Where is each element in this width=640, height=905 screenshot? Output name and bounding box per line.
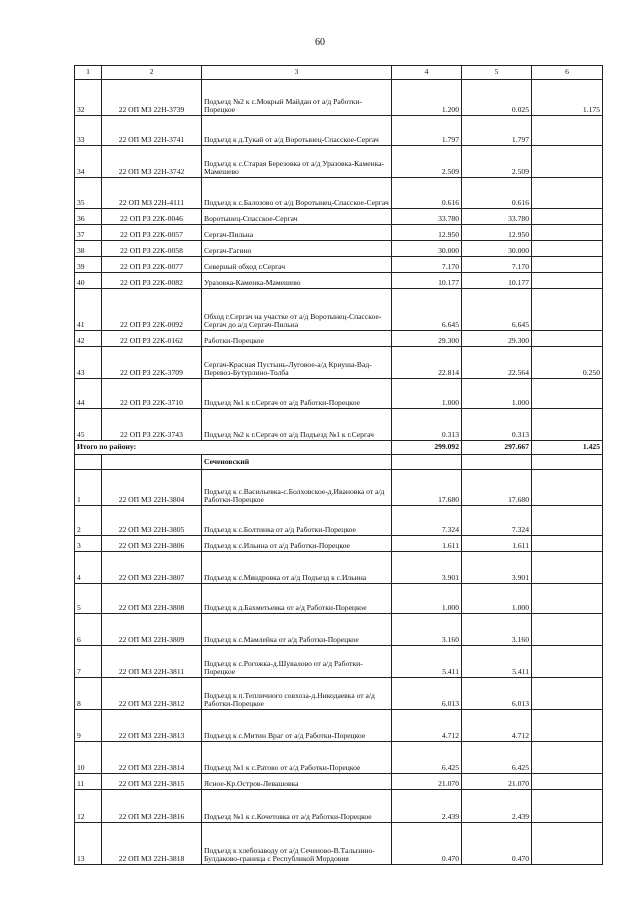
length-col5: 33.780 — [462, 209, 532, 225]
length-col6: 1.175 — [532, 80, 603, 116]
road-name: Подъезд к с.Старая Березовка от а/д Уразовка-Каменка-Мамешево — [202, 146, 392, 178]
road-id: 22 ОП МЗ 22Н-3818 — [102, 823, 202, 865]
length-col5: 10.177 — [462, 273, 532, 289]
table-row — [75, 289, 603, 331]
length-col5: 1.611 — [462, 536, 532, 552]
length-total: 1.200 — [392, 80, 462, 116]
table-row — [75, 178, 603, 209]
row-number: 40 — [75, 273, 102, 289]
table-row — [75, 536, 603, 552]
road-name: Подъезд №1 к г.Сергач от а/д Работки-Порецкое — [202, 379, 392, 409]
road-name: Подъезд к с.Васильевка-с.Болховское-д.Ивановка от а/д Работки-Порецкое — [202, 470, 392, 506]
road-id: 22 ОП МЗ 22Н-3805 — [102, 506, 202, 536]
road-id: 22 ОП МЗ 22Н-3809 — [102, 614, 202, 646]
length-total: 33.780 — [392, 209, 462, 225]
length-col5: 6.425 — [462, 742, 532, 774]
length-col6 — [532, 742, 603, 774]
road-id: 22 ОП РЗ 22К-3743 — [102, 409, 202, 441]
row-number: 41 — [75, 289, 102, 331]
table-row — [75, 790, 603, 823]
length-col6 — [532, 331, 603, 347]
length-col6 — [532, 209, 603, 225]
length-col5: 22.564 — [462, 347, 532, 379]
row-number: 9 — [75, 710, 102, 742]
length-col5: 1.000 — [462, 584, 532, 614]
road-name: Сергач-Гагино — [202, 241, 392, 257]
table-row — [75, 331, 603, 347]
table-row — [75, 257, 603, 273]
row-number: 34 — [75, 146, 102, 178]
road-name: Уразовка-Каменка-Мамешево — [202, 273, 392, 289]
length-col5: 1.000 — [462, 379, 532, 409]
length-total: 7.170 — [392, 257, 462, 273]
length-col5: 6.645 — [462, 289, 532, 331]
length-col6: 0.250 — [532, 347, 603, 379]
road-name: Подъезд к д.Тукай от а/д Воротынец-Спасское-Сергач — [202, 116, 392, 146]
total-col4: 299.092 — [392, 441, 462, 455]
table-row — [75, 646, 603, 678]
length-total: 1.797 — [392, 116, 462, 146]
length-col6 — [532, 552, 603, 584]
road-id: 22 ОП МЗ 22Н-3808 — [102, 584, 202, 614]
length-col6 — [532, 823, 603, 865]
length-total: 1.000 — [392, 584, 462, 614]
row-number: 4 — [75, 552, 102, 584]
road-id: 22 ОП РЗ 22К-0082 — [102, 273, 202, 289]
length-total: 29.300 — [392, 331, 462, 347]
length-col6 — [532, 289, 603, 331]
road-name: Подъезд к с.Мамлейка от а/д Работки-Порецкое — [202, 614, 392, 646]
rows-district-sechenovsky — [75, 470, 603, 865]
length-col5: 0.313 — [462, 409, 532, 441]
length-col5: 2.439 — [462, 790, 532, 823]
road-name: Ясное-Кр.Остров-Левашовка — [202, 774, 392, 790]
table-row — [75, 742, 603, 774]
road-id: 22 ОП РЗ 22К-0046 — [102, 209, 202, 225]
length-total: 0.313 — [392, 409, 462, 441]
length-col6 — [532, 678, 603, 710]
road-name: Подъезд к хлебозаводу от а/д Сеченово-В.Талызино-Булдаково-граница с Республикой Мордовия — [202, 823, 392, 865]
length-total: 22.814 — [392, 347, 462, 379]
total-label: Итого по району: — [75, 441, 392, 455]
table-row — [75, 584, 603, 614]
road-register-table — [74, 65, 603, 865]
length-total: 10.177 — [392, 273, 462, 289]
length-col5: 7.324 — [462, 506, 532, 536]
row-number: 3 — [75, 536, 102, 552]
length-col5: 3.160 — [462, 614, 532, 646]
column-header: 5 — [462, 66, 532, 80]
length-total: 12.950 — [392, 225, 462, 241]
road-name: Северный обход г.Сергач — [202, 257, 392, 273]
length-col5: 3.901 — [462, 552, 532, 584]
column-header: 3 — [202, 66, 392, 80]
column-header: 1 — [75, 66, 102, 80]
road-name: Подъезд №1 к с.Ратово от а/д Работки-Порецкое — [202, 742, 392, 774]
row-number: 32 — [75, 80, 102, 116]
table-row — [75, 552, 603, 584]
table-row — [75, 209, 603, 225]
district-total — [75, 441, 603, 470]
length-total: 5.411 — [392, 646, 462, 678]
road-id: 22 ОП МЗ 22Н-3739 — [102, 80, 202, 116]
length-col6 — [532, 710, 603, 742]
row-number: 1 — [75, 470, 102, 506]
length-total: 1.611 — [392, 536, 462, 552]
row-number: 8 — [75, 678, 102, 710]
table-row — [75, 347, 603, 379]
table-row — [75, 379, 603, 409]
length-col6 — [532, 470, 603, 506]
length-col6 — [532, 116, 603, 146]
road-name: Подъезд к с.Болтинка от а/д Работки-Порецкое — [202, 506, 392, 536]
rows-district-sergach — [75, 80, 603, 441]
road-name: Работки-Порецкое — [202, 331, 392, 347]
length-col6 — [532, 225, 603, 241]
road-id: 22 ОП РЗ 22К-0057 — [102, 225, 202, 241]
road-id: 22 ОП РЗ 22К-0092 — [102, 289, 202, 331]
road-name: Подъезд №1 к с.Кочетовка от а/д Работки-Порецкое — [202, 790, 392, 823]
length-total: 6.013 — [392, 678, 462, 710]
length-total: 21.070 — [392, 774, 462, 790]
row-number: 12 — [75, 790, 102, 823]
row-number: 5 — [75, 584, 102, 614]
table-row — [75, 116, 603, 146]
table-header-row — [75, 66, 603, 80]
row-number: 44 — [75, 379, 102, 409]
length-col6 — [532, 584, 603, 614]
length-col6 — [532, 178, 603, 209]
section-title: Сеченовский — [202, 455, 392, 470]
road-id: 22 ОП РЗ 22К-0077 — [102, 257, 202, 273]
row-number: 11 — [75, 774, 102, 790]
length-col6 — [532, 614, 603, 646]
road-name: Сергач-Пильна — [202, 225, 392, 241]
length-col6 — [532, 257, 603, 273]
length-total: 3.901 — [392, 552, 462, 584]
length-total: 3.160 — [392, 614, 462, 646]
total-col6: 1.425 — [532, 441, 603, 455]
table-row — [75, 146, 603, 178]
length-total: 17.680 — [392, 470, 462, 506]
length-total: 4.712 — [392, 710, 462, 742]
length-total: 1.000 — [392, 379, 462, 409]
length-total: 30.000 — [392, 241, 462, 257]
road-name: Подъезд к с.Балозово от а/д Воротынец-Спасское-Сергач — [202, 178, 392, 209]
length-col5: 0.470 — [462, 823, 532, 865]
road-id: 22 ОП МЗ 22Н-4111 — [102, 178, 202, 209]
table-row — [75, 225, 603, 241]
row-number: 43 — [75, 347, 102, 379]
length-col5: 7.170 — [462, 257, 532, 273]
length-total: 6.645 — [392, 289, 462, 331]
row-number: 6 — [75, 614, 102, 646]
road-name: Обход г.Сергач на участке от а/д Воротынец-Спасское-Сергач до а/д Сергач-Пильна — [202, 289, 392, 331]
column-header: 6 — [532, 66, 603, 80]
length-col6 — [532, 646, 603, 678]
row-number: 45 — [75, 409, 102, 441]
road-id: 22 ОП МЗ 22Н-3804 — [102, 470, 202, 506]
row-number: 42 — [75, 331, 102, 347]
road-id: 22 ОП МЗ 22Н-3812 — [102, 678, 202, 710]
road-id: 22 ОП МЗ 22Н-3806 — [102, 536, 202, 552]
length-col5: 30.000 — [462, 241, 532, 257]
length-col6 — [532, 790, 603, 823]
section-row — [75, 455, 603, 470]
road-name: Подъезд к с.Ильина от а/д Работки-Порецкое — [202, 536, 392, 552]
road-id: 22 ОП РЗ 22К-3709 — [102, 347, 202, 379]
column-header: 2 — [102, 66, 202, 80]
length-col5: 1.797 — [462, 116, 532, 146]
length-col5: 4.712 — [462, 710, 532, 742]
length-col6 — [532, 379, 603, 409]
length-col5: 21.070 — [462, 774, 532, 790]
length-col6 — [532, 146, 603, 178]
table-row — [75, 614, 603, 646]
road-id: 22 ОП РЗ 22К-0058 — [102, 241, 202, 257]
length-col6 — [532, 506, 603, 536]
table-row — [75, 506, 603, 536]
row-number: 36 — [75, 209, 102, 225]
row-number: 39 — [75, 257, 102, 273]
road-id: 22 ОП МЗ 22Н-3815 — [102, 774, 202, 790]
road-name: Сергач-Красная Пустынь-Луговое-а/д Криуша-Вад-Перевоз-Бутурлино-Толба — [202, 347, 392, 379]
page-number: 60 — [315, 37, 325, 48]
total-col5: 297.667 — [462, 441, 532, 455]
length-total: 0.470 — [392, 823, 462, 865]
table-row — [75, 409, 603, 441]
length-total: 7.324 — [392, 506, 462, 536]
table-row — [75, 241, 603, 257]
column-header: 4 — [392, 66, 462, 80]
row-number: 37 — [75, 225, 102, 241]
length-col5: 6.013 — [462, 678, 532, 710]
road-name: Подъезд №2 к г.Сергач от а/д Подъезд №1 к г.Сергач — [202, 409, 392, 441]
length-col6 — [532, 774, 603, 790]
road-name: Подъезд №2 к с.Мокрый Майдан от а/д Работки-Порецкое — [202, 80, 392, 116]
length-col6 — [532, 409, 603, 441]
length-col6 — [532, 536, 603, 552]
row-number: 38 — [75, 241, 102, 257]
length-total: 0.616 — [392, 178, 462, 209]
road-id: 22 ОП РЗ 22К-3710 — [102, 379, 202, 409]
length-col5: 29.300 — [462, 331, 532, 347]
road-id: 22 ОП МЗ 22Н-3816 — [102, 790, 202, 823]
row-number: 7 — [75, 646, 102, 678]
road-name: Подъезд к п.Тепличного совхоза-д.Никодаевка от а/д Работки-Порецкое — [202, 678, 392, 710]
row-number: 13 — [75, 823, 102, 865]
table-row — [75, 710, 603, 742]
length-col5: 12.950 — [462, 225, 532, 241]
road-id: 22 ОП РЗ 22К-0162 — [102, 331, 202, 347]
road-id: 22 ОП МЗ 22Н-3813 — [102, 710, 202, 742]
road-id: 22 ОП МЗ 22Н-3814 — [102, 742, 202, 774]
length-col6 — [532, 241, 603, 257]
road-name: Подъезд к д.Бахметьевка от а/д Работки-Порецкое — [202, 584, 392, 614]
road-name: Подъезд к с.Митин Враг от а/д Работки-Порецкое — [202, 710, 392, 742]
length-col5: 17.680 — [462, 470, 532, 506]
road-name: Подъезд к с.Мяндровка от а/д Подъезд к с.Ильина — [202, 552, 392, 584]
table-row — [75, 470, 603, 506]
row-number: 10 — [75, 742, 102, 774]
road-name: Подъезд к с.Рогожка-д.Шувалово от а/д Работки-Порецкое — [202, 646, 392, 678]
row-number: 35 — [75, 178, 102, 209]
table-row — [75, 774, 603, 790]
table-row — [75, 823, 603, 865]
length-col5: 0.025 — [462, 80, 532, 116]
length-total: 2.439 — [392, 790, 462, 823]
road-id: 22 ОП МЗ 22Н-3742 — [102, 146, 202, 178]
road-id: 22 ОП МЗ 22Н-3741 — [102, 116, 202, 146]
length-total: 6.425 — [392, 742, 462, 774]
road-id: 22 ОП МЗ 22Н-3807 — [102, 552, 202, 584]
total-row — [75, 441, 603, 455]
road-id: 22 ОП МЗ 22Н-3811 — [102, 646, 202, 678]
length-col5: 0.616 — [462, 178, 532, 209]
length-col6 — [532, 273, 603, 289]
table-row — [75, 273, 603, 289]
length-col5: 5.411 — [462, 646, 532, 678]
table-row — [75, 80, 603, 116]
row-number: 33 — [75, 116, 102, 146]
road-name: Воротынец-Спасское-Сергач — [202, 209, 392, 225]
length-total: 2.509 — [392, 146, 462, 178]
length-col5: 2.509 — [462, 146, 532, 178]
table-row — [75, 678, 603, 710]
row-number: 2 — [75, 506, 102, 536]
